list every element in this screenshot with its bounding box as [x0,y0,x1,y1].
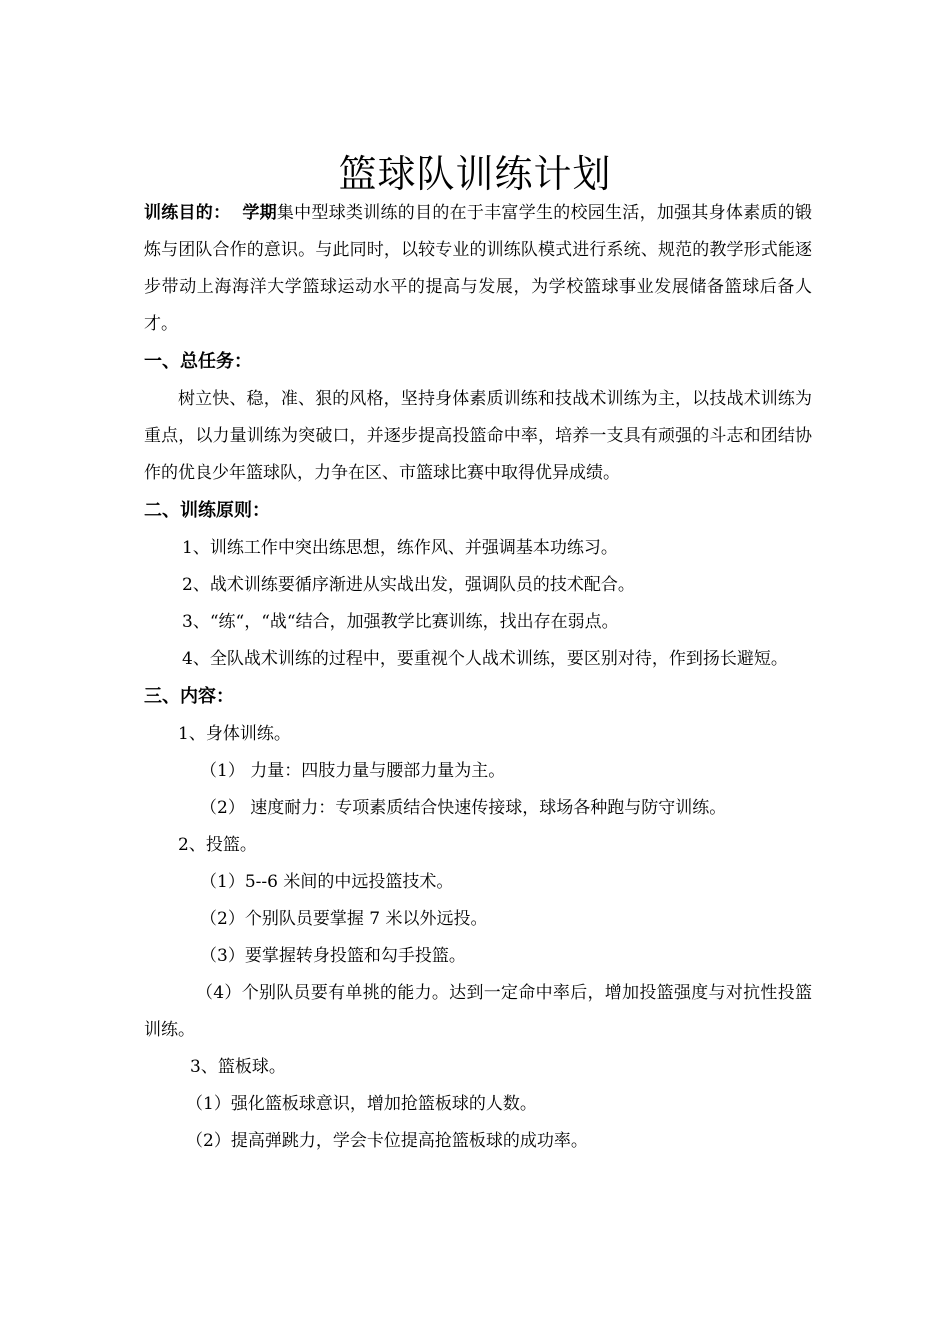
shooting-item: （1）5--6 米间的中远投篮技术。 [200,872,454,892]
document-body [144,195,812,1160]
section-heading-overall-task: 一、总任务： [144,351,252,372]
rebound-item: （1）强化篮板球意识，增加抢篮板球的人数。 [186,1094,537,1114]
physical-training-item: （2） 速度耐力：专项素质结合快速传接球，球场各种跑与防守训练。 [200,798,727,818]
purpose-lead: 学期 [242,203,277,223]
overall-task-text: 树立快、稳，准、狠的风格，坚持身体素质训练和技战术训练为主，以技战术训练为重点，以力量训练为突破口，并逐步提高投篮命中率，培养一支具有顽强的斗志和团结协作的优良少年篮球队，力争在区、市篮球比赛中取得优异成绩。 [144,389,812,483]
principle-item: 2、战术训练要循序渐进从实战出发，强调队员的技术配合。 [182,575,635,595]
rebound-item: （2）提高弹跳力，学会卡位提高抢篮板球的成功率。 [186,1131,588,1151]
shooting-item: （4）个别队员要有单挑的能力。达到一定命中率后，增加投篮强度与对抗性投篮训练。 [144,983,812,1040]
document-title: 篮球队训练计划 [338,152,612,196]
purpose-text: 集中型球类训练的目的在于丰富学生的校园生活，加强其身体素质的锻炼与团队合作的意识。与此同时，以较专业的训练队模式进行系统、规范的教学形式能逐步带动上海海洋大学篮球运动水平的提高与发展，为学校篮球事业发展储备篮球后备人才。 [144,203,813,334]
rebound-title: 3、篮板球。 [190,1057,286,1077]
shooting-title: 2、投篮。 [178,835,257,855]
purpose-label: 训练目的： [144,203,231,223]
section-heading-content: 三、内容： [144,686,234,707]
purpose-paragraph [144,195,812,343]
shooting-item: （2）个别队员要掌握 7 米以外远投。 [200,909,488,929]
section-heading-principles: 二、训练原则： [144,500,270,521]
physical-training-item: （1） 力量：四肢力量与腰部力量为主。 [200,761,506,781]
principle-item: 3、“练“，“战“结合，加强教学比赛训练，找出存在弱点。 [182,612,619,632]
physical-training-title: 1、身体训练。 [178,724,291,744]
principle-item: 1、训练工作中突出练思想，练作风、并强调基本功练习。 [182,538,618,558]
principle-item: 4、全队战术训练的过程中，要重视个人战术训练，要区别对待，作到扬长避短。 [182,649,788,669]
shooting-item: （3）要掌握转身投篮和勾手投篮。 [200,946,466,966]
